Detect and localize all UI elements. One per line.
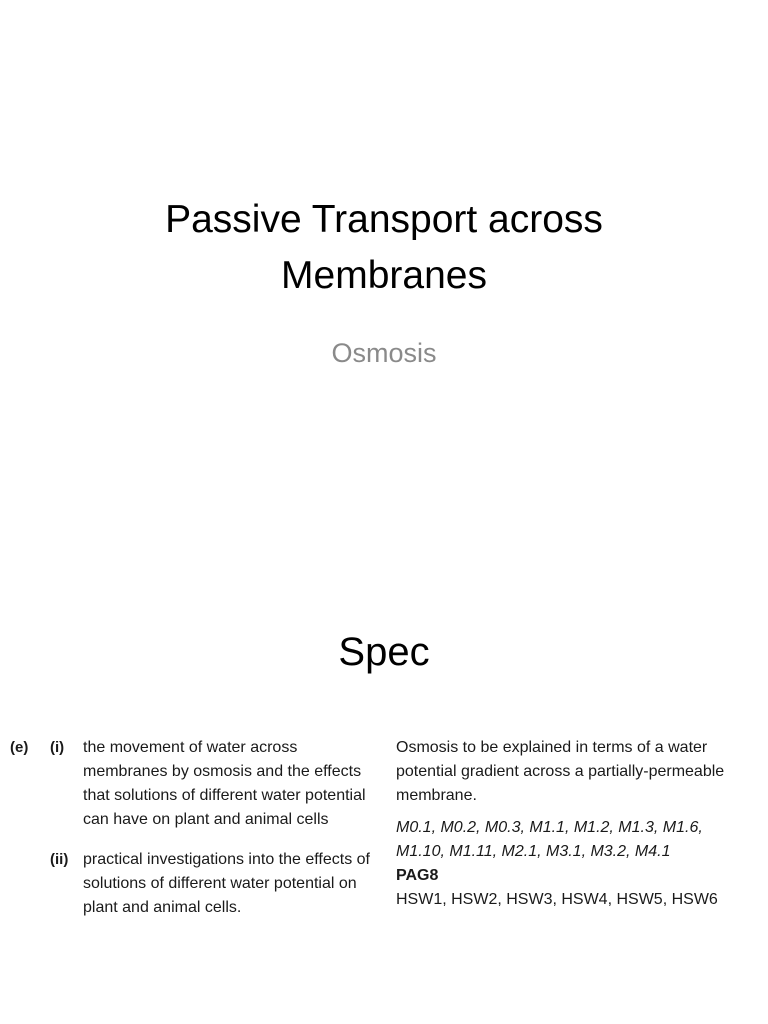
spec-item-text: practical investigations into the effects of solutions of different water potential on plant and animal cells. xyxy=(83,851,370,916)
spec-item-marker: (i) xyxy=(50,739,65,756)
spec-title: Spec xyxy=(338,630,430,674)
slide-title-line-2: Membranes xyxy=(281,254,487,297)
spec-pag: PAG8 xyxy=(396,867,439,884)
spec-item-text: the movement of water across membranes by osmosis and the effects that solutions of different water potential can have on plant and animal cells xyxy=(83,739,366,828)
spec-guidance-column xyxy=(396,736,756,912)
spec-section-marker: (e) xyxy=(10,739,29,756)
slide-subtitle: Osmosis xyxy=(331,338,437,368)
spec-math-skills: M0.1, M0.2, M0.3, M1.1, M1.2, M1.3, M1.6, M1.10, M1.11, M2.1, M3.1, M3.2, M4.1 xyxy=(396,819,703,860)
spec-slide xyxy=(0,576,768,1024)
slide-title xyxy=(0,192,768,304)
spec-guidance-text: Osmosis to be explained in terms of a water potential gradient across a partially-permeable membrane. xyxy=(396,739,725,804)
spec-item-marker: (ii) xyxy=(50,851,69,868)
slide-title-line-1: Passive Transport across xyxy=(165,198,603,241)
spec-hsw: HSW1, HSW2, HSW3, HSW4, HSW5, HSW6 xyxy=(396,891,718,908)
